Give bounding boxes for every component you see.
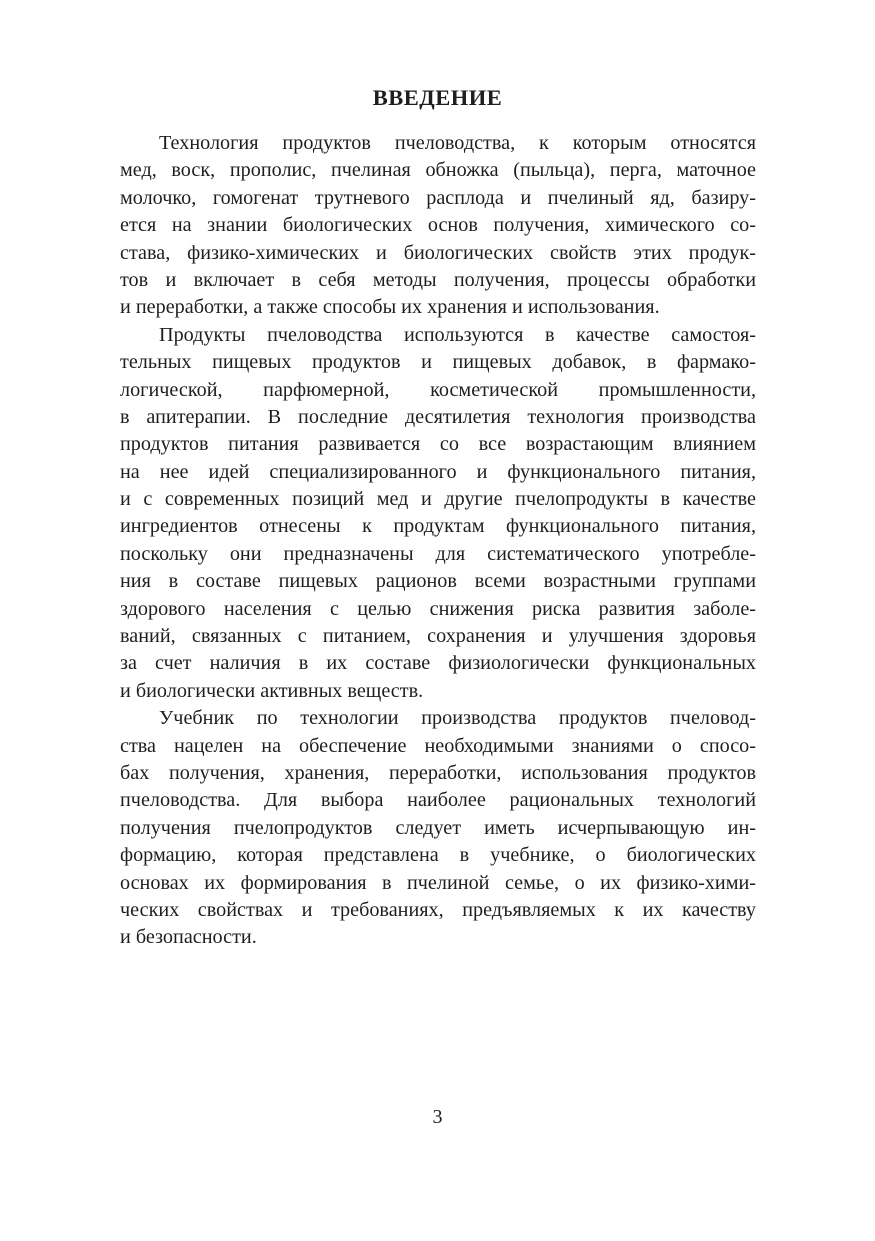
text-line: в апитерапии. В последние десятилетия технология производства — [120, 405, 756, 428]
text-line: молочко, гомогенат трутневого расплода и пчелиный яд, базиру- — [120, 186, 756, 209]
text-line: здорового населения с целью снижения риска развития заболе- — [120, 597, 756, 620]
text-line: продуктов питания развивается со все возрастающим влиянием — [120, 433, 756, 456]
text-line: на нее идей специализированного и функционального питания, — [120, 460, 756, 483]
text-line: получения пчелопродуктов следует иметь исчерпывающую ин- — [120, 816, 756, 839]
text-line: мед, воск, прополис, пчелиная обножка (пыльца), перга, маточное — [120, 159, 756, 182]
text-line: Продукты пчеловодства используются в качестве самостоя- — [159, 323, 756, 346]
text-line: ства нацелен на обеспечение необходимыми знаниями о спосо- — [120, 734, 756, 757]
text-line: и переработки, а также способы их хранения и использования. — [120, 296, 660, 319]
text-line: формацию, которая представлена в учебнике, о биологических — [120, 844, 756, 867]
text-line: ческих свойствах и требованиях, предъявляемых к их качеству — [120, 898, 756, 921]
text-line: и с современных позиций мед и другие пчелопродукты в качестве — [120, 488, 756, 511]
text-line: ваний, связанных с питанием, сохранения и улучшения здоровья — [120, 625, 756, 648]
text-line: Учебник по технологии производства продуктов пчеловод- — [159, 707, 756, 730]
text-line: ингредиентов отнесены к продуктам функционального питания, — [120, 515, 756, 538]
text-line: бах получения, хранения, переработки, использования продуктов — [120, 761, 756, 784]
text-line: ется на знании биологических основ получения, химического со- — [120, 214, 756, 237]
page-number: 3 — [432, 1106, 443, 1128]
paragraph-2 — [120, 322, 756, 705]
text-line: Технология продуктов пчеловодства, к которым относятся — [159, 132, 756, 154]
text-line: логической, парфюмерной, косметической промышленности, — [120, 378, 756, 401]
text-line: и безопасности. — [120, 926, 257, 949]
text-line: основах их формирования в пчелиной семье, о их физико-хими- — [120, 871, 756, 894]
text-line: ния в составе пищевых рационов всеми возрастными группами — [120, 570, 756, 593]
text-line: пчеловодства. Для выбора наиболее рациональных технологий — [120, 789, 756, 812]
document-body — [120, 130, 756, 952]
text-line: става, физико-химических и биологических свойств этих продук- — [120, 241, 756, 264]
text-line: поскольку они предназначены для систематического употребле- — [120, 542, 756, 565]
paragraph-1 — [120, 130, 756, 322]
text-line: тов и включает в себя методы получения, процессы обработки — [120, 268, 756, 291]
page-title: ВВЕДЕНИЕ — [372, 85, 503, 110]
text-line: тельных пищевых продуктов и пищевых добавок, в фармако- — [120, 351, 756, 374]
paragraph-3 — [120, 705, 756, 952]
text-line: и биологически активных веществ. — [120, 679, 424, 702]
text-line: за счет наличия в их составе физиологически функциональных — [120, 652, 756, 675]
